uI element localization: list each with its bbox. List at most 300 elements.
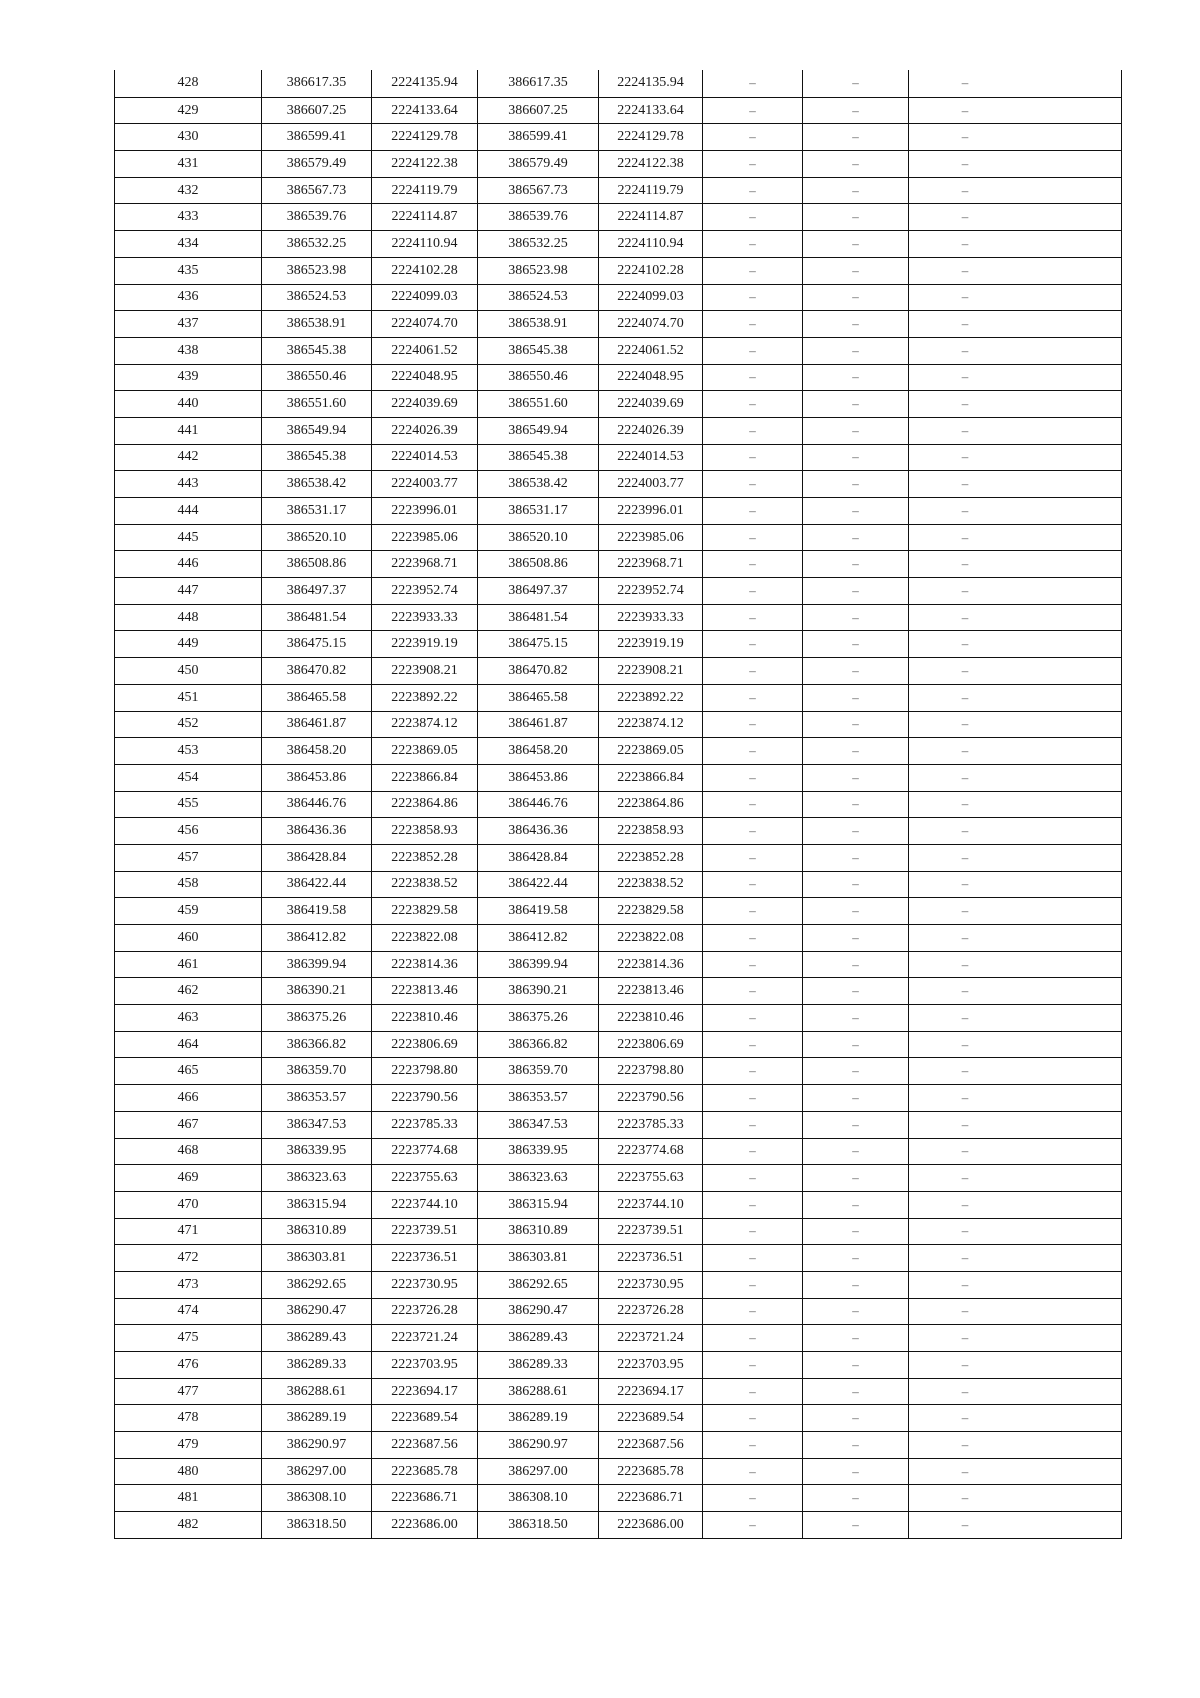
empty-value-cell: – [702, 685, 802, 711]
point-number-cell: 451 [177, 689, 199, 705]
point-number-cell: 446 [177, 556, 199, 572]
point-number-cell: 433 [177, 209, 199, 225]
y-coordinate-cell: 2224074.70 [598, 311, 702, 337]
x-coordinate-cell: 386359.70 [477, 1058, 598, 1084]
y-coordinate-cell: 2223985.06 [598, 525, 702, 551]
table-row [115, 150, 1121, 177]
y-coordinate-cell: 2224114.87 [598, 204, 702, 230]
x-coordinate-cell: 386497.37 [477, 578, 598, 604]
empty-value-cell: – [802, 418, 908, 444]
empty-value-cell: – [702, 391, 802, 417]
empty-value-cell: – [702, 498, 802, 524]
x-coordinate-cell: 386538.42 [477, 471, 598, 497]
empty-value-cell: – [908, 1459, 1021, 1485]
x-coordinate-cell: 386549.94 [477, 418, 598, 444]
y-coordinate-cell: 2224114.87 [371, 204, 477, 230]
empty-value-cell: – [802, 845, 908, 871]
table-row [115, 417, 1121, 444]
empty-value-cell: – [702, 792, 802, 818]
point-number-cell: 429 [177, 102, 199, 118]
empty-value-cell: – [702, 578, 802, 604]
x-coordinate-cell: 386607.25 [261, 98, 371, 124]
y-coordinate-cell: 2223858.93 [598, 818, 702, 844]
point-number-cell: 449 [177, 636, 199, 652]
table-row [115, 1484, 1121, 1511]
y-coordinate-cell: 2223687.56 [371, 1432, 477, 1458]
empty-value-cell: – [802, 1085, 908, 1111]
y-coordinate-cell: 2223968.71 [371, 551, 477, 577]
y-coordinate-cell: 2224003.77 [371, 471, 477, 497]
y-coordinate-cell: 2223739.51 [598, 1219, 702, 1245]
x-coordinate-cell: 386461.87 [477, 712, 598, 738]
x-coordinate-cell: 386599.41 [477, 124, 598, 150]
x-coordinate-cell: 386524.53 [477, 285, 598, 311]
empty-value-cell: – [702, 311, 802, 337]
empty-value-cell: – [702, 204, 802, 230]
y-coordinate-cell: 2223822.08 [371, 925, 477, 951]
empty-value-cell: – [702, 605, 802, 631]
empty-value-cell: – [802, 525, 908, 551]
point-number-cell: 438 [177, 342, 199, 358]
y-coordinate-cell: 2223952.74 [598, 578, 702, 604]
table-row [115, 684, 1121, 711]
x-coordinate-cell: 386308.10 [477, 1485, 598, 1511]
y-coordinate-cell: 2223874.12 [598, 712, 702, 738]
y-coordinate-cell: 2224135.94 [371, 70, 477, 97]
x-coordinate-cell: 386390.21 [477, 978, 598, 1004]
empty-value-cell: – [908, 872, 1021, 898]
point-number-cell: 473 [177, 1276, 199, 1292]
empty-value-cell: – [802, 204, 908, 230]
point-number-cell: 457 [177, 849, 199, 865]
x-coordinate-cell: 386292.65 [477, 1272, 598, 1298]
empty-value-cell: – [802, 1058, 908, 1084]
empty-value-cell: – [802, 1512, 908, 1538]
x-coordinate-cell: 386607.25 [477, 98, 598, 124]
empty-value-cell: – [908, 1085, 1021, 1111]
empty-value-cell: – [802, 738, 908, 764]
x-coordinate-cell: 386481.54 [477, 605, 598, 631]
table-row [115, 604, 1121, 631]
table-row [115, 1511, 1121, 1538]
x-coordinate-cell: 386599.41 [261, 124, 371, 150]
y-coordinate-cell: 2223996.01 [598, 498, 702, 524]
empty-value-cell: – [802, 765, 908, 791]
empty-value-cell: – [908, 1219, 1021, 1245]
empty-value-cell: – [702, 1139, 802, 1165]
x-coordinate-cell: 386422.44 [477, 872, 598, 898]
y-coordinate-cell: 2223838.52 [371, 872, 477, 898]
empty-value-cell: – [802, 551, 908, 577]
y-coordinate-cell: 2223814.36 [371, 952, 477, 978]
x-coordinate-cell: 386310.89 [477, 1219, 598, 1245]
point-number-cell: 453 [177, 743, 199, 759]
x-coordinate-cell: 386523.98 [477, 258, 598, 284]
table-row [115, 1431, 1121, 1458]
y-coordinate-cell: 2224026.39 [371, 418, 477, 444]
empty-value-cell: – [908, 551, 1021, 577]
empty-value-cell: – [802, 231, 908, 257]
point-number-cell: 439 [177, 369, 199, 385]
x-coordinate-cell: 386422.44 [261, 872, 371, 898]
x-coordinate-cell: 386550.46 [261, 365, 371, 391]
y-coordinate-cell: 2224074.70 [371, 311, 477, 337]
empty-value-cell: – [802, 712, 908, 738]
x-coordinate-cell: 386339.95 [477, 1139, 598, 1165]
y-coordinate-cell: 2223739.51 [371, 1219, 477, 1245]
x-coordinate-cell: 386436.36 [261, 818, 371, 844]
y-coordinate-cell: 2223721.24 [371, 1325, 477, 1351]
x-coordinate-cell: 386359.70 [261, 1058, 371, 1084]
empty-value-cell: – [908, 124, 1021, 150]
empty-value-cell: – [702, 872, 802, 898]
empty-value-cell: – [908, 498, 1021, 524]
y-coordinate-cell: 2224135.94 [598, 70, 702, 97]
empty-value-cell: – [702, 1219, 802, 1245]
empty-value-cell: – [702, 1299, 802, 1325]
empty-value-cell: – [702, 978, 802, 1004]
point-number-cell: 476 [177, 1356, 199, 1372]
empty-value-cell: – [702, 445, 802, 471]
x-coordinate-cell: 386289.43 [261, 1325, 371, 1351]
empty-value-cell: – [802, 578, 908, 604]
x-coordinate-cell: 386303.81 [477, 1245, 598, 1271]
x-coordinate-cell: 386353.57 [261, 1085, 371, 1111]
y-coordinate-cell: 2224133.64 [371, 98, 477, 124]
y-coordinate-cell: 2223908.21 [598, 658, 702, 684]
y-coordinate-cell: 2224119.79 [598, 178, 702, 204]
x-coordinate-cell: 386290.97 [477, 1432, 598, 1458]
empty-value-cell: – [802, 818, 908, 844]
empty-value-cell: – [802, 898, 908, 924]
empty-value-cell: – [702, 98, 802, 124]
empty-value-cell: – [802, 285, 908, 311]
table-row [115, 550, 1121, 577]
table-row [115, 1244, 1121, 1271]
empty-value-cell: – [702, 418, 802, 444]
x-coordinate-cell: 386470.82 [477, 658, 598, 684]
table-row [115, 924, 1121, 951]
y-coordinate-cell: 2223864.86 [371, 792, 477, 818]
x-coordinate-cell: 386465.58 [477, 685, 598, 711]
empty-value-cell: – [802, 1299, 908, 1325]
empty-value-cell: – [908, 1165, 1021, 1191]
empty-value-cell: – [908, 1512, 1021, 1538]
y-coordinate-cell: 2223933.33 [371, 605, 477, 631]
empty-value-cell: – [702, 1512, 802, 1538]
empty-value-cell: – [908, 1272, 1021, 1298]
point-number-cell: 466 [177, 1089, 199, 1105]
x-coordinate-cell: 386419.58 [477, 898, 598, 924]
y-coordinate-cell: 2223814.36 [598, 952, 702, 978]
empty-value-cell: – [802, 1485, 908, 1511]
y-coordinate-cell: 2223813.46 [371, 978, 477, 1004]
empty-value-cell: – [908, 70, 1021, 97]
x-coordinate-cell: 386318.50 [477, 1512, 598, 1538]
x-coordinate-cell: 386315.94 [477, 1192, 598, 1218]
y-coordinate-cell: 2224102.28 [371, 258, 477, 284]
y-coordinate-cell: 2223822.08 [598, 925, 702, 951]
empty-value-cell: – [908, 1139, 1021, 1165]
empty-value-cell: – [802, 1325, 908, 1351]
empty-value-cell: – [802, 1219, 908, 1245]
point-number-cell: 474 [177, 1303, 199, 1319]
x-coordinate-cell: 386290.97 [261, 1432, 371, 1458]
empty-value-cell: – [908, 712, 1021, 738]
empty-value-cell: – [802, 365, 908, 391]
empty-value-cell: – [702, 1405, 802, 1431]
coordinate-table [114, 70, 1122, 1539]
point-number-cell: 443 [177, 476, 199, 492]
empty-value-cell: – [802, 1459, 908, 1485]
x-coordinate-cell: 386545.38 [261, 445, 371, 471]
empty-value-cell: – [908, 738, 1021, 764]
table-row [115, 203, 1121, 230]
empty-value-cell: – [702, 1058, 802, 1084]
table-row [115, 630, 1121, 657]
x-coordinate-cell: 386290.47 [261, 1299, 371, 1325]
x-coordinate-cell: 386545.38 [477, 445, 598, 471]
y-coordinate-cell: 2223726.28 [598, 1299, 702, 1325]
table-row [115, 844, 1121, 871]
x-coordinate-cell: 386545.38 [477, 338, 598, 364]
empty-value-cell: – [908, 365, 1021, 391]
point-number-cell: 480 [177, 1463, 199, 1479]
point-number-cell: 434 [177, 235, 199, 251]
point-number-cell: 430 [177, 129, 199, 145]
y-coordinate-cell: 2223736.51 [598, 1245, 702, 1271]
empty-value-cell: – [702, 1245, 802, 1271]
x-coordinate-cell: 386538.91 [261, 311, 371, 337]
y-coordinate-cell: 2223703.95 [371, 1352, 477, 1378]
empty-value-cell: – [702, 818, 802, 844]
empty-value-cell: – [908, 445, 1021, 471]
x-coordinate-cell: 386539.76 [477, 204, 598, 230]
table-row [115, 1218, 1121, 1245]
x-coordinate-cell: 386551.60 [477, 391, 598, 417]
point-number-cell: 454 [177, 769, 199, 785]
point-number-cell: 455 [177, 796, 199, 812]
x-coordinate-cell: 386289.33 [261, 1352, 371, 1378]
y-coordinate-cell: 2224129.78 [371, 124, 477, 150]
x-coordinate-cell: 386508.86 [477, 551, 598, 577]
x-coordinate-cell: 386567.73 [477, 178, 598, 204]
y-coordinate-cell: 2223864.86 [598, 792, 702, 818]
table-row [115, 737, 1121, 764]
empty-value-cell: – [702, 551, 802, 577]
y-coordinate-cell: 2223810.46 [371, 1005, 477, 1031]
point-number-cell: 436 [177, 289, 199, 305]
y-coordinate-cell: 2223689.54 [371, 1405, 477, 1431]
x-coordinate-cell: 386567.73 [261, 178, 371, 204]
point-number-cell: 440 [177, 396, 199, 412]
point-number-cell: 462 [177, 983, 199, 999]
y-coordinate-cell: 2224099.03 [598, 285, 702, 311]
table-row [115, 524, 1121, 551]
y-coordinate-cell: 2223869.05 [371, 738, 477, 764]
table-row [115, 1404, 1121, 1431]
point-number-cell: 458 [177, 876, 199, 892]
x-coordinate-cell: 386428.84 [477, 845, 598, 871]
table-row [115, 1111, 1121, 1138]
point-number-cell: 444 [177, 502, 199, 518]
x-coordinate-cell: 386508.86 [261, 551, 371, 577]
y-coordinate-cell: 2224026.39 [598, 418, 702, 444]
x-coordinate-cell: 386399.94 [261, 952, 371, 978]
point-number-cell: 465 [177, 1063, 199, 1079]
y-coordinate-cell: 2223685.78 [598, 1459, 702, 1485]
x-coordinate-cell: 386318.50 [261, 1512, 371, 1538]
x-coordinate-cell: 386347.53 [477, 1112, 598, 1138]
empty-value-cell: – [702, 1325, 802, 1351]
table-row [115, 897, 1121, 924]
empty-value-cell: – [802, 98, 908, 124]
table-row [115, 1191, 1121, 1218]
empty-value-cell: – [802, 1165, 908, 1191]
empty-value-cell: – [802, 338, 908, 364]
empty-value-cell: – [702, 952, 802, 978]
point-number-cell: 482 [177, 1516, 199, 1532]
empty-value-cell: – [802, 952, 908, 978]
table-row [115, 97, 1121, 124]
empty-value-cell: – [702, 898, 802, 924]
empty-value-cell: – [702, 712, 802, 738]
y-coordinate-cell: 2224061.52 [598, 338, 702, 364]
table-row [115, 1271, 1121, 1298]
point-number-cell: 469 [177, 1170, 199, 1186]
point-number-cell: 448 [177, 609, 199, 625]
empty-value-cell: – [702, 124, 802, 150]
x-coordinate-cell: 386339.95 [261, 1139, 371, 1165]
empty-value-cell: – [908, 285, 1021, 311]
table-row [115, 1378, 1121, 1405]
x-coordinate-cell: 386366.82 [477, 1032, 598, 1058]
empty-value-cell: – [908, 578, 1021, 604]
table-row [115, 1298, 1121, 1325]
y-coordinate-cell: 2224048.95 [598, 365, 702, 391]
empty-value-cell: – [908, 338, 1021, 364]
empty-value-cell: – [802, 498, 908, 524]
x-coordinate-cell: 386289.19 [477, 1405, 598, 1431]
table-row [115, 871, 1121, 898]
x-coordinate-cell: 386617.35 [477, 70, 598, 97]
empty-value-cell: – [802, 1112, 908, 1138]
empty-value-cell: – [802, 605, 908, 631]
x-coordinate-cell: 386520.10 [261, 525, 371, 551]
empty-value-cell: – [908, 471, 1021, 497]
empty-value-cell: – [702, 365, 802, 391]
x-coordinate-cell: 386453.86 [261, 765, 371, 791]
y-coordinate-cell: 2223774.68 [371, 1139, 477, 1165]
point-number-cell: 468 [177, 1143, 199, 1159]
empty-value-cell: – [702, 285, 802, 311]
y-coordinate-cell: 2223866.84 [371, 765, 477, 791]
point-number-cell: 445 [177, 529, 199, 545]
point-number-cell: 463 [177, 1009, 199, 1025]
table-row [115, 1057, 1121, 1084]
point-number-cell: 475 [177, 1330, 199, 1346]
empty-value-cell: – [702, 1112, 802, 1138]
empty-value-cell: – [802, 1192, 908, 1218]
x-coordinate-cell: 386458.20 [477, 738, 598, 764]
table-row [115, 177, 1121, 204]
y-coordinate-cell: 2223694.17 [371, 1379, 477, 1405]
empty-value-cell: – [908, 1352, 1021, 1378]
x-coordinate-cell: 386520.10 [477, 525, 598, 551]
y-coordinate-cell: 2223806.69 [371, 1032, 477, 1058]
empty-value-cell: – [802, 1245, 908, 1271]
empty-value-cell: – [802, 1405, 908, 1431]
empty-value-cell: – [908, 1485, 1021, 1511]
empty-value-cell: – [908, 792, 1021, 818]
empty-value-cell: – [702, 1352, 802, 1378]
y-coordinate-cell: 2223744.10 [371, 1192, 477, 1218]
empty-value-cell: – [702, 925, 802, 951]
empty-value-cell: – [908, 978, 1021, 1004]
table-row [115, 1164, 1121, 1191]
point-number-cell: 452 [177, 716, 199, 732]
x-coordinate-cell: 386446.76 [477, 792, 598, 818]
y-coordinate-cell: 2223813.46 [598, 978, 702, 1004]
empty-value-cell: – [908, 1325, 1021, 1351]
x-coordinate-cell: 386290.47 [477, 1299, 598, 1325]
empty-value-cell: – [908, 765, 1021, 791]
point-number-cell: 460 [177, 929, 199, 945]
x-coordinate-cell: 386390.21 [261, 978, 371, 1004]
table-row [115, 1031, 1121, 1058]
empty-value-cell: – [908, 418, 1021, 444]
point-number-cell: 450 [177, 662, 199, 678]
x-coordinate-cell: 386539.76 [261, 204, 371, 230]
empty-value-cell: – [802, 1352, 908, 1378]
empty-value-cell: – [908, 818, 1021, 844]
empty-value-cell: – [702, 471, 802, 497]
y-coordinate-cell: 2224003.77 [598, 471, 702, 497]
x-coordinate-cell: 386497.37 [261, 578, 371, 604]
empty-value-cell: – [908, 258, 1021, 284]
table-row [115, 817, 1121, 844]
y-coordinate-cell: 2223985.06 [371, 525, 477, 551]
x-coordinate-cell: 386475.15 [477, 631, 598, 657]
empty-value-cell: – [802, 311, 908, 337]
empty-value-cell: – [802, 1272, 908, 1298]
table-row [115, 70, 1121, 97]
y-coordinate-cell: 2223838.52 [598, 872, 702, 898]
x-coordinate-cell: 386303.81 [261, 1245, 371, 1271]
empty-value-cell: – [802, 178, 908, 204]
empty-value-cell: – [908, 1245, 1021, 1271]
empty-value-cell: – [908, 1379, 1021, 1405]
empty-value-cell: – [802, 792, 908, 818]
y-coordinate-cell: 2223874.12 [371, 712, 477, 738]
table-row [115, 310, 1121, 337]
y-coordinate-cell: 2223968.71 [598, 551, 702, 577]
x-coordinate-cell: 386289.43 [477, 1325, 598, 1351]
point-number-cell: 431 [177, 155, 199, 171]
x-coordinate-cell: 386481.54 [261, 605, 371, 631]
table-row [115, 1138, 1121, 1165]
y-coordinate-cell: 2224039.69 [598, 391, 702, 417]
empty-value-cell: – [908, 1299, 1021, 1325]
empty-value-cell: – [908, 1058, 1021, 1084]
x-coordinate-cell: 386617.35 [261, 70, 371, 97]
point-number-cell: 461 [177, 956, 199, 972]
x-coordinate-cell: 386458.20 [261, 738, 371, 764]
empty-value-cell: – [702, 338, 802, 364]
point-number-cell: 472 [177, 1250, 199, 1266]
empty-value-cell: – [908, 1005, 1021, 1031]
point-number-cell: 479 [177, 1436, 199, 1452]
